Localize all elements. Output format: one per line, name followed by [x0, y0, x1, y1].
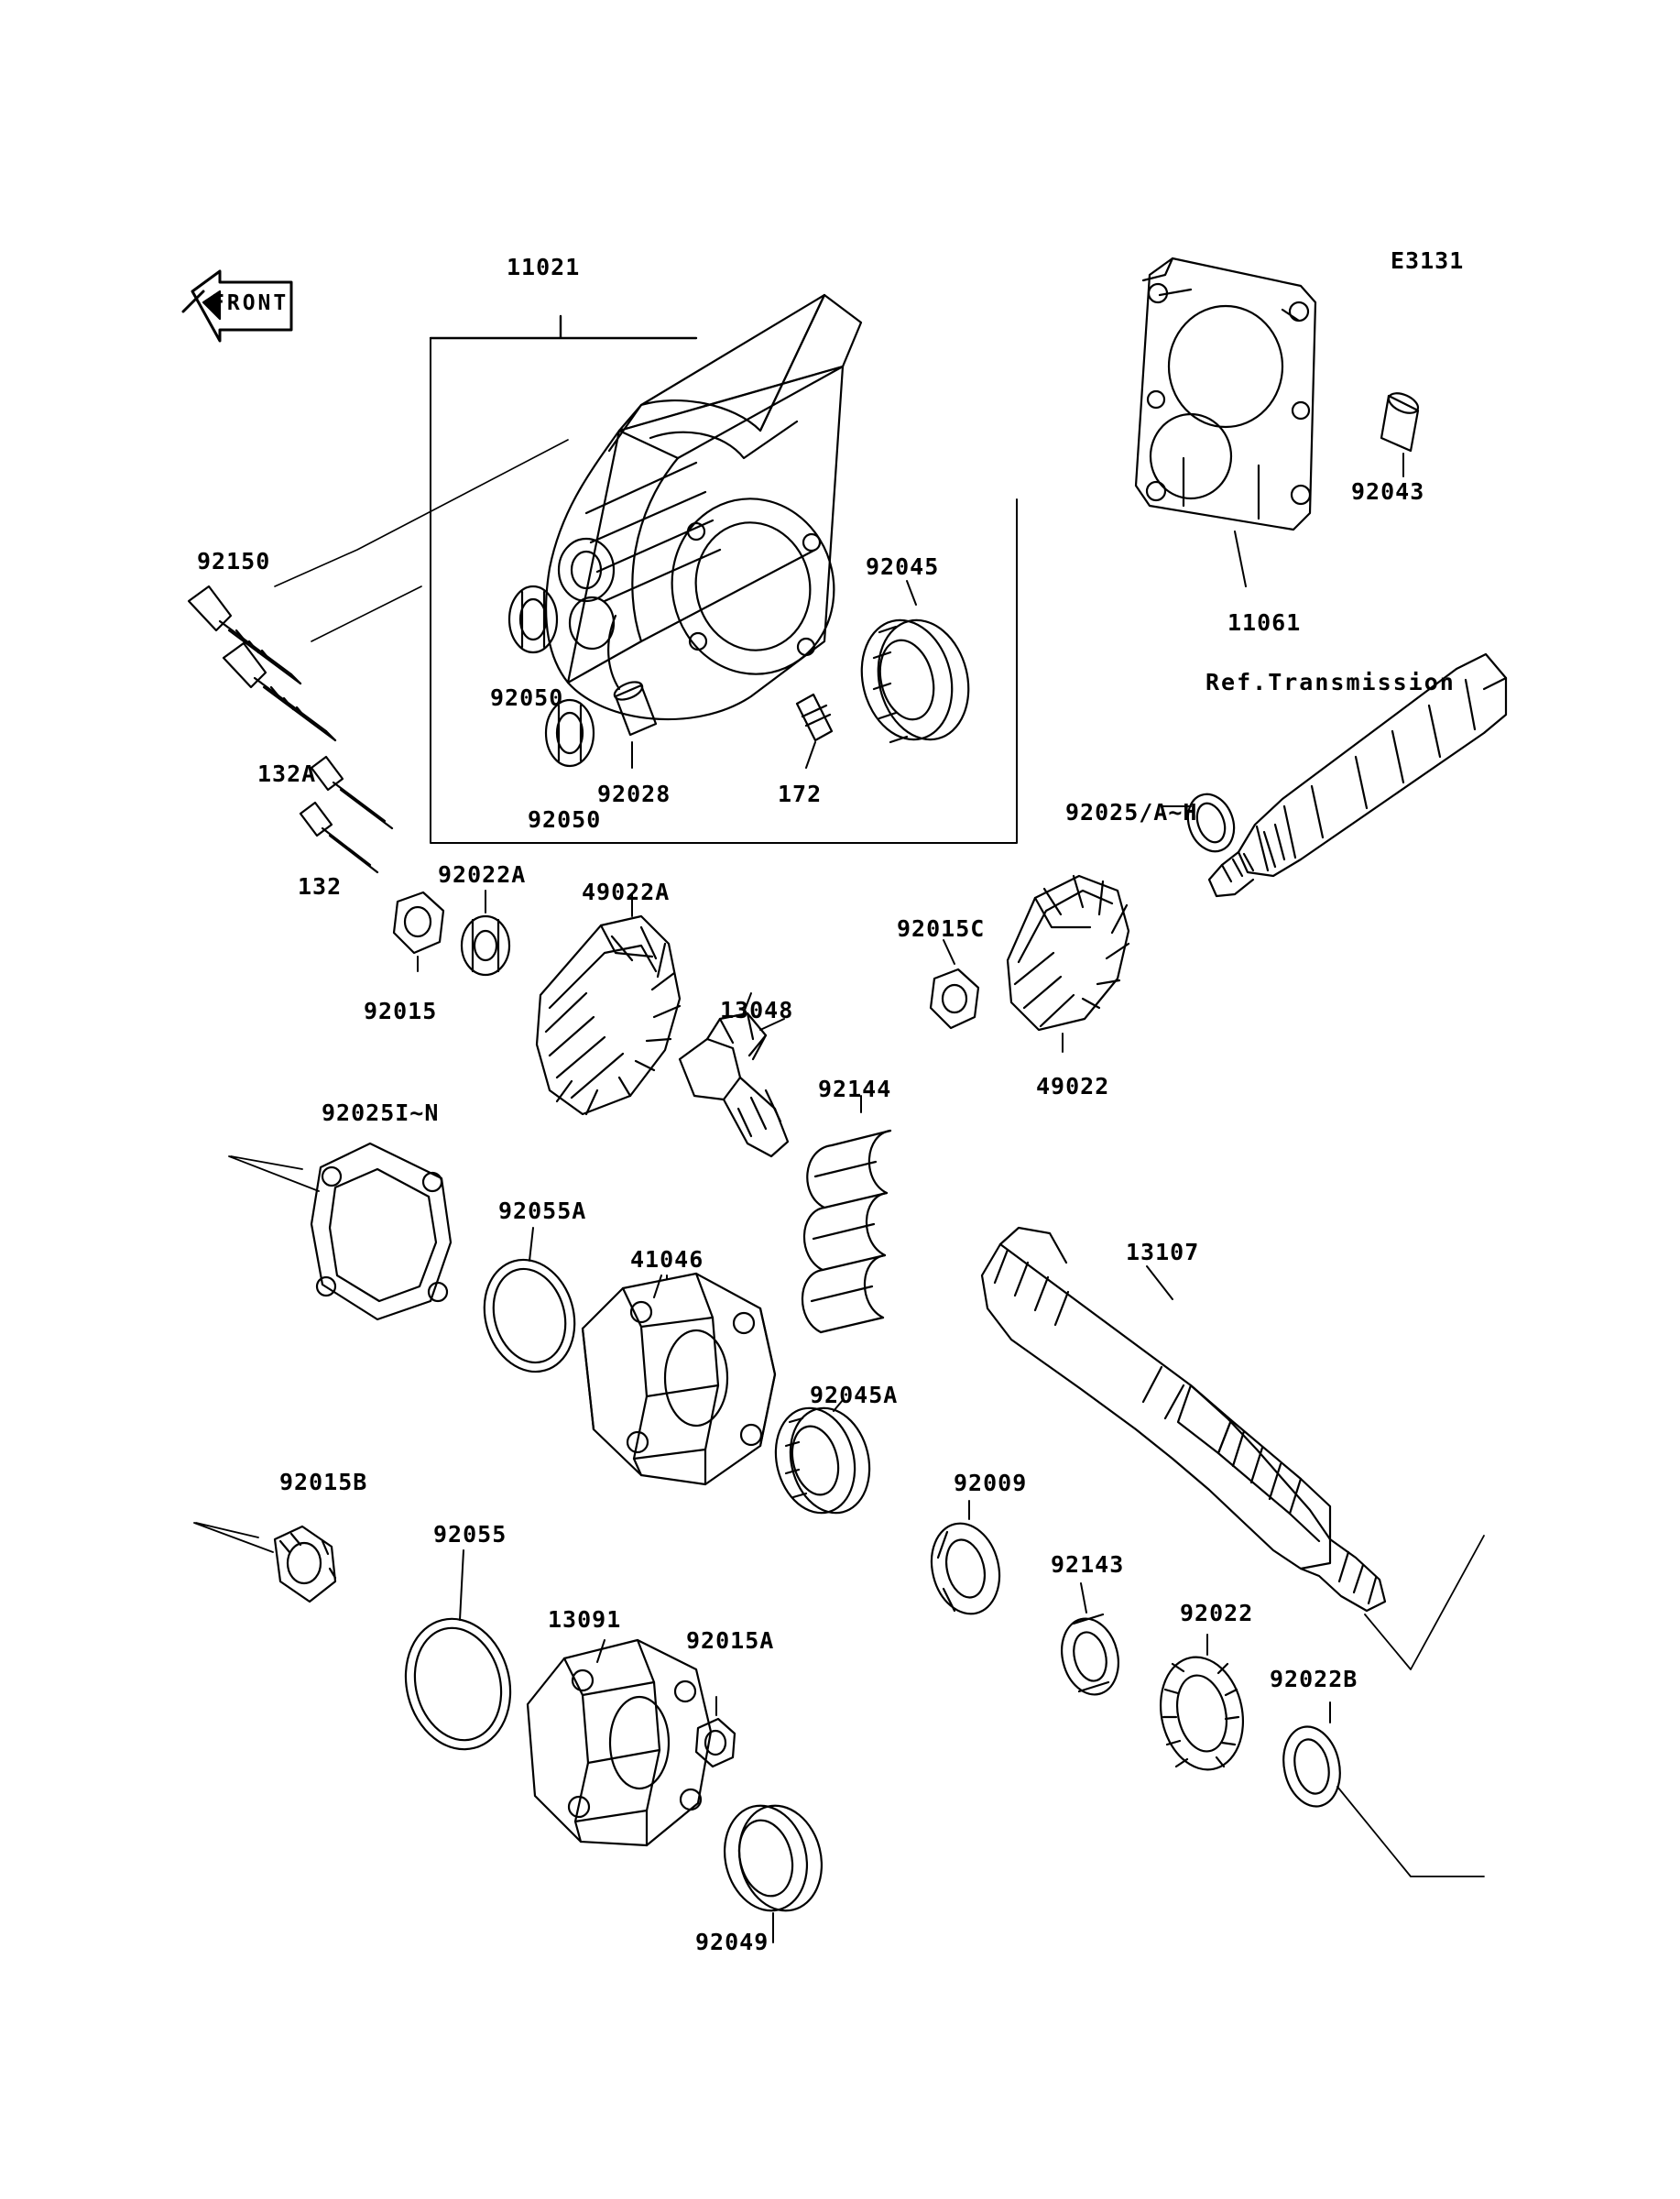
part-92022-lock-washer: [1151, 1649, 1253, 1778]
part-13048-shaft: [680, 1013, 788, 1156]
label-13048: 13048: [720, 997, 794, 1023]
part-92009-collar: [922, 1516, 1009, 1621]
part-172-stud: [797, 695, 832, 740]
label-92022B: 92022B: [1270, 1666, 1358, 1692]
part-92015C-nut: [931, 969, 978, 1028]
part-13091-holder: [528, 1640, 711, 1845]
label-92055A: 92055A: [498, 1198, 587, 1224]
label-49022: 49022: [1036, 1073, 1110, 1100]
label-92015A: 92015A: [686, 1627, 775, 1654]
part-13107-shaft: [982, 1228, 1385, 1611]
label-132A: 132A: [257, 760, 317, 787]
label-92150: 92150: [197, 548, 271, 574]
label-92025-a-h: 92025/A~H: [1065, 799, 1198, 826]
label-41046: 41046: [630, 1246, 704, 1273]
part-92150-bolt-a: [189, 586, 300, 684]
part-49022A-bevel-gear: [537, 916, 680, 1114]
label-13107: 13107: [1126, 1239, 1200, 1265]
label-13091: 13091: [548, 1606, 622, 1633]
part-92025IN-gasket: [311, 1143, 451, 1319]
part-11061-gasket: [1136, 258, 1315, 530]
part-92043-pin: [1381, 389, 1421, 451]
label-92015: 92015: [364, 998, 438, 1024]
part-92049-seal: [714, 1797, 832, 1920]
part-92045A-bearing: [765, 1400, 880, 1522]
part-92045-bearing: [849, 610, 980, 749]
part-92055-oring: [392, 1608, 524, 1761]
label-92025-i-n: 92025I~N: [322, 1100, 440, 1126]
label-92045: 92045: [866, 553, 940, 580]
label-92028: 92028: [597, 781, 671, 807]
part-92143-collar: [1054, 1613, 1127, 1701]
front-arrow-label: FRONT: [212, 291, 289, 315]
label-11061: 11061: [1227, 609, 1302, 636]
part-92050-seal-a: [509, 586, 557, 652]
part-132-bolt: [300, 803, 377, 872]
part-92150-bolt-b: [224, 643, 335, 740]
part-92055A-oring: [472, 1249, 587, 1383]
label-132: 132: [298, 873, 343, 900]
label-172: 172: [778, 781, 823, 807]
part-92028-bush: [612, 679, 656, 735]
part-132A-bolt: [311, 757, 392, 828]
part-92015-nut: [394, 892, 443, 953]
label-92015C: 92015C: [897, 915, 986, 942]
label-92049: 92049: [695, 1929, 769, 1955]
label-92143: 92143: [1051, 1551, 1125, 1578]
part-92022B-washer: [1277, 1722, 1347, 1812]
label-49022A: 49022A: [582, 879, 671, 905]
label-92043: 92043: [1351, 478, 1425, 505]
part-92144-spring: [802, 1131, 890, 1332]
label-92009: 92009: [954, 1470, 1028, 1496]
label-92045A: 92045A: [810, 1382, 899, 1408]
part-92015A-nut: [696, 1719, 735, 1767]
label-92050-lower: 92050: [528, 806, 602, 833]
label-E3131: E3131: [1391, 247, 1465, 274]
part-11021-housing: [546, 295, 861, 719]
label-92050-upper: 92050: [490, 684, 564, 711]
part-92015B-nut: [275, 1526, 335, 1602]
part-41046-hub: [583, 1274, 775, 1484]
label-92022: 92022: [1180, 1600, 1254, 1626]
label-92015B: 92015B: [279, 1469, 368, 1495]
label-92055: 92055: [433, 1521, 507, 1548]
label-11021: 11021: [507, 254, 581, 280]
part-92022A-washer: [462, 916, 509, 975]
part-49022-bevel-gear: [1008, 876, 1129, 1030]
label-92022A: 92022A: [438, 861, 527, 888]
label-92144: 92144: [818, 1076, 892, 1102]
label-ref-transmission: Ref.Transmission: [1205, 669, 1456, 695]
